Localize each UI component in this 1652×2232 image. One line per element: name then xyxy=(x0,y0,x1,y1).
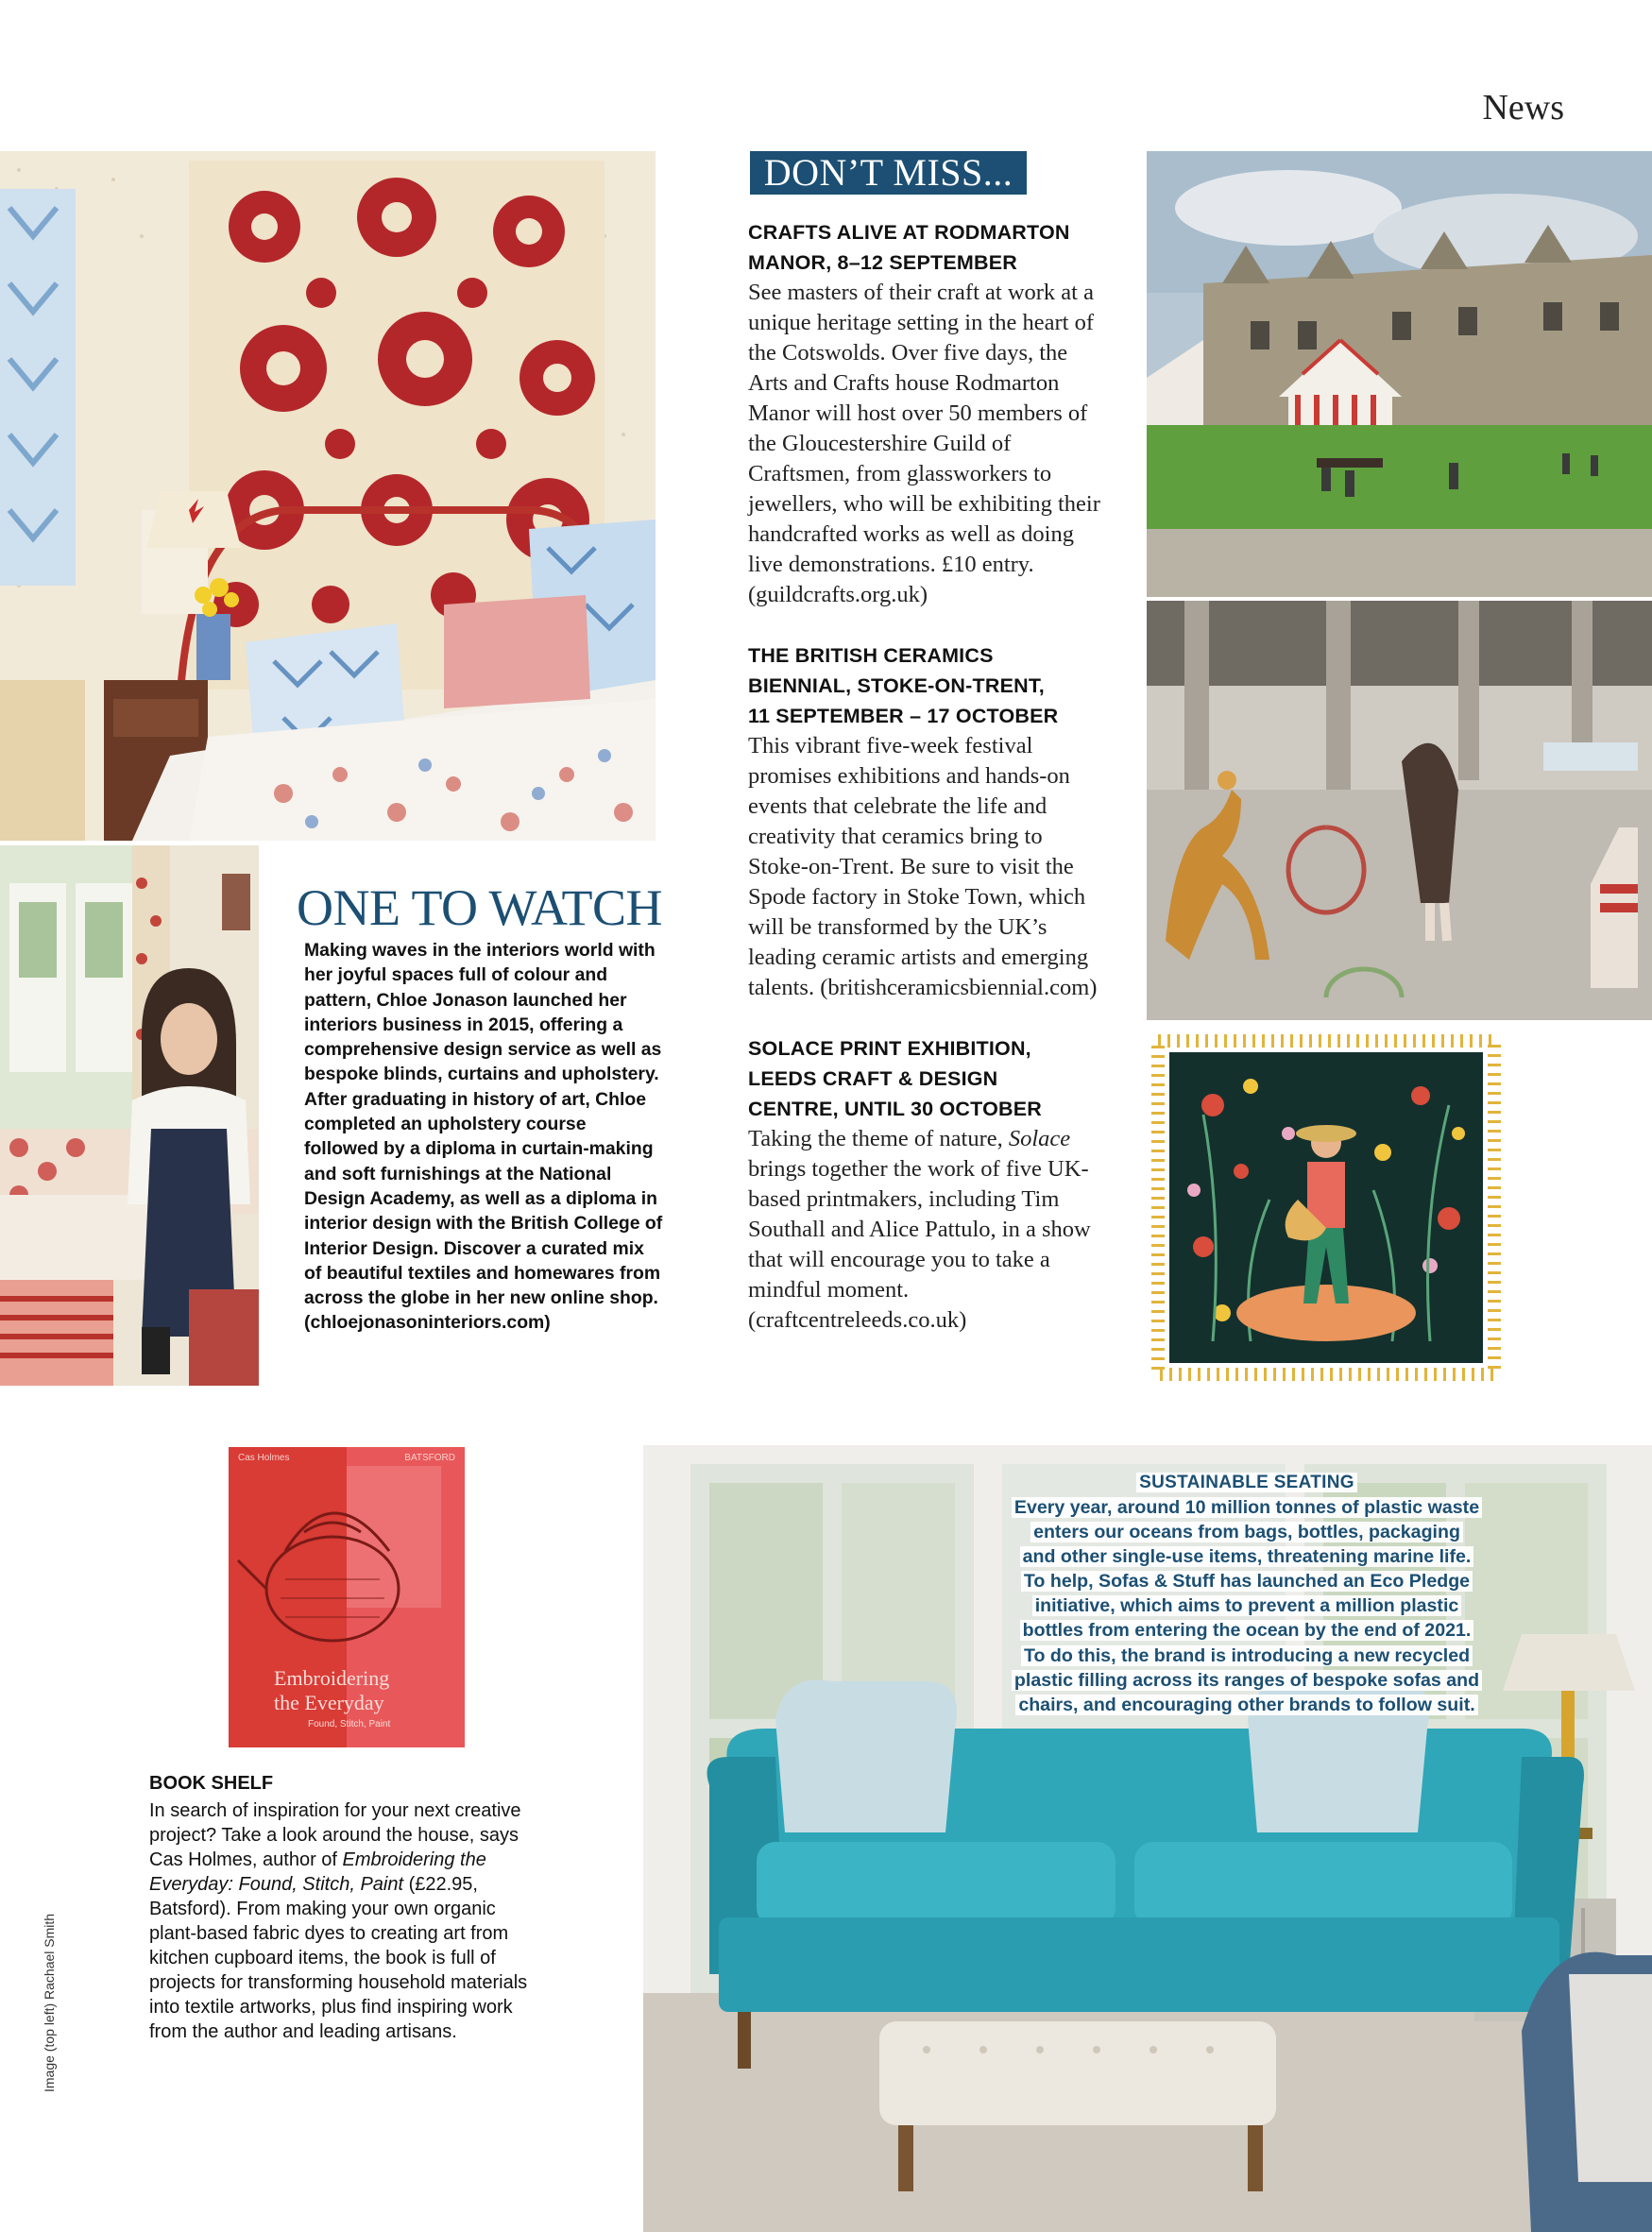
photo-credit: Image (top left) Rachael Smith xyxy=(42,1913,57,2092)
event-title xyxy=(748,1033,1105,1124)
sustainable-seating-body xyxy=(963,1495,1530,1717)
sustainable-seating-line xyxy=(963,1593,1530,1618)
event-title-line: THE BRITISH CERAMICS xyxy=(748,644,994,667)
book-shelf-body xyxy=(149,1798,546,2044)
sustainable-seating-line-text: To help, Sofas & Stuff has launched an Eco Pledge xyxy=(1021,1571,1473,1592)
book-cover-title-line: Embroidering xyxy=(274,1666,390,1690)
event-body: This vibrant five-week festival promises exhibitions and hands-on events that celebrate the life and creativity that ceramics bring to Stoke-on-Trent. Be sure to visit the Spode factory in Stoke Town, which will be transformed by the UK’s leading ceramic artists and emerging talents. (britishceramicsbiennial.com) xyxy=(748,733,1098,1000)
book-shelf-italic-title: Embroidering the Everyday: Found, Stitch, Paint xyxy=(149,1849,486,1895)
sustainable-seating-line-text: chairs, and encouraging other brands to follow suit. xyxy=(1015,1695,1477,1715)
sustainable-seating-line xyxy=(963,1520,1530,1544)
solace-print-artwork xyxy=(1147,1030,1506,1386)
event-title-line: SOLACE PRINT EXHIBITION, xyxy=(748,1037,1031,1060)
event-title-line: MANOR, 8–12 SEPTEMBER xyxy=(748,251,1017,274)
sustainable-seating-line xyxy=(963,1569,1530,1593)
one-to-watch-body: Making waves in the interiors world with her joyful spaces full of colour and pattern, Chloe Jonason launched her interiors business in 2015, offering a comprehensive design service as well as bespoke blinds, curtains and upholstery. After graduating in history of art, Chloe completed an upholstery course followed by a diploma in curtain-making and soft furnishings at the National Design Academy, as well as a diploma in interior design with the British College of Interior Design. Discover a curated mix of beautiful textiles and homewares from across the globe in her new online shop. (chloejonasoninteriors.com) xyxy=(304,940,663,1334)
section-label: News xyxy=(1482,88,1564,128)
book-cover-publisher: BATSFORD xyxy=(404,1453,455,1463)
book-shelf-text: In search of inspiration for your next creative project? Take a look around the house, says Cas Holmes, author of xyxy=(149,1800,521,1870)
event-body-text: brings together the work of five UK-based printmakers, including Tim Southall and Alice Pattulo, in a show that will encourage you to take a mindful moment. (craftcentreleeds.co.uk) xyxy=(748,1156,1091,1333)
event-body xyxy=(748,1124,1105,1336)
sustainable-seating-line-text: To do this, the brand is introducing a new recycled xyxy=(1021,1645,1473,1666)
event-body-text: Taking the theme of nature, xyxy=(748,1126,1009,1151)
event-title-line: LEEDS CRAFT & DESIGN xyxy=(748,1067,998,1090)
book-shelf-title: BOOK SHELF xyxy=(149,1773,274,1794)
ceramics-biennial-photo xyxy=(1147,601,1652,1020)
sustainable-seating-line-text: plastic filling across its ranges of bespoke sofas and xyxy=(1012,1670,1482,1691)
rodmarton-manor-photo xyxy=(1147,151,1652,597)
chloe-portrait-photo xyxy=(0,845,259,1386)
events-column xyxy=(748,217,1105,1366)
sustainable-seating-line xyxy=(963,1544,1530,1569)
one-to-watch-title: ONE TO WATCH xyxy=(297,879,663,936)
event-title xyxy=(748,217,1105,278)
sustainable-seating-line xyxy=(963,1644,1530,1668)
sustainable-seating-line-text: and other single-use items, threatening marine life. xyxy=(1020,1546,1474,1567)
sustainable-seating-line xyxy=(963,1495,1530,1520)
sustainable-seating-line-text: bottles from entering the ocean by the end of 2021. xyxy=(1020,1620,1474,1641)
event-title-line: 11 SEPTEMBER – 17 OCTOBER xyxy=(748,705,1059,727)
event-body: See masters of their craft at work at a unique heritage setting in the heart of the Cotswolds. Over five days, the Arts and Crafts house Rodmarton Manor will host over 50 members of the Gloucestershire Guild of Craftsmen, from glassworkers to jewellers, who will be exhibiting their handcrafted works as well as doing live demonstrations. £10 entry. (guildcrafts.org.uk) xyxy=(748,280,1100,607)
book-shelf-text: (£22.95, Batsford). From making your own organic plant-based fabric dyes to creating art from kitchen cupboard items, the book is full of projects for transforming household materials into textile artworks, plus find inspiring work from the author and leading artisans. xyxy=(149,1874,528,2042)
book-cover-author: Cas Holmes xyxy=(238,1453,290,1463)
sustainable-seating-line xyxy=(963,1618,1530,1643)
event-title-line: CRAFTS ALIVE AT RODMARTON xyxy=(748,221,1070,244)
sustainable-seating-title-text: SUSTAINABLE SEATING xyxy=(1136,1473,1357,1492)
sustainable-seating-line-text: initiative, which aims to prevent a million plastic xyxy=(1032,1595,1462,1616)
bedroom-photo xyxy=(0,151,656,841)
event-title-line: BIENNIAL, STOKE-ON-TRENT, xyxy=(748,674,1045,697)
sustainable-seating-line-text: enters our oceans from bags, bottles, packaging xyxy=(1030,1522,1463,1542)
dont-miss-heading: DON’T MISS... xyxy=(750,151,1027,195)
book-cover xyxy=(229,1447,465,1747)
book-cover-subtitle: Found, Stitch, Paint xyxy=(308,1719,391,1729)
sustainable-seating-line xyxy=(963,1668,1530,1693)
event-item xyxy=(748,1033,1105,1336)
sustainable-seating-box xyxy=(963,1471,1530,1717)
event-item xyxy=(748,640,1105,1003)
sustainable-seating-line xyxy=(963,1693,1530,1717)
book-cover-title-line: the Everyday xyxy=(274,1691,384,1714)
event-body-italic: Solace xyxy=(1008,1126,1071,1151)
sustainable-seating-title xyxy=(963,1471,1530,1495)
event-title-line: CENTRE, UNTIL 30 OCTOBER xyxy=(748,1098,1043,1120)
sustainable-seating-line-text: Every year, around 10 million tonnes of plastic waste xyxy=(1012,1497,1482,1518)
event-title xyxy=(748,640,1105,731)
event-item xyxy=(748,217,1105,610)
